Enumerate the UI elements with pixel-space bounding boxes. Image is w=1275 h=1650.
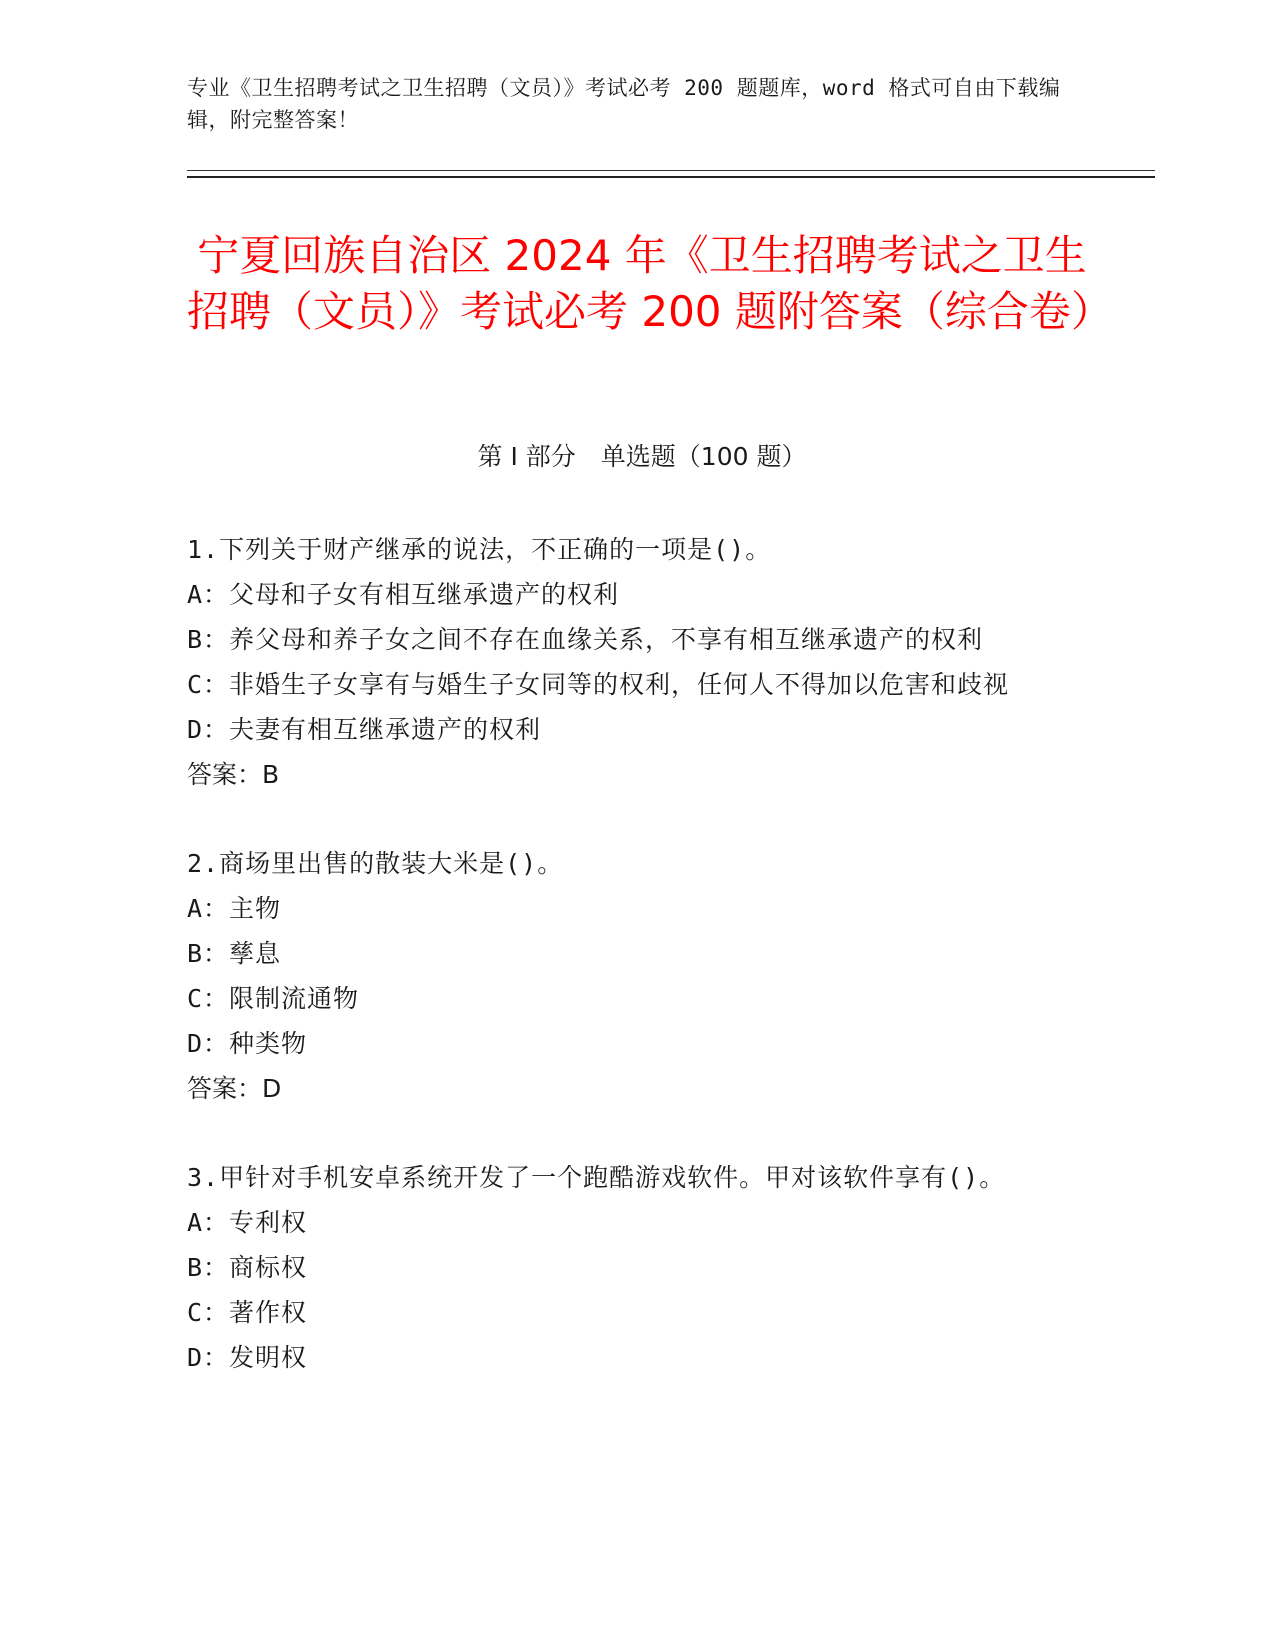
option-a: A：父母和子女有相互继承遗产的权利 — [187, 580, 620, 609]
option-d: D：种类物 — [187, 1029, 308, 1058]
header-rule-thick — [187, 176, 1155, 178]
answer-label: 答案：B — [187, 760, 280, 789]
question-stem: 3.甲针对手机安卓系统开发了一个跑酷游戏软件。甲对该软件享有()。 — [187, 1163, 1006, 1192]
option-b: B：商标权 — [187, 1253, 308, 1282]
question-item — [187, 1155, 1087, 1380]
question-item — [187, 841, 1087, 1111]
option-a: A：主物 — [187, 894, 282, 923]
question-stem: 1.下列关于财产继承的说法，不正确的一项是()。 — [187, 535, 772, 564]
question-list — [187, 527, 1087, 1424]
option-c: C：限制流通物 — [187, 984, 360, 1013]
answer-label: 答案：D — [187, 1074, 282, 1103]
option-d: D：发明权 — [187, 1343, 308, 1372]
question-stem: 2.商场里出售的散装大米是()。 — [187, 849, 564, 878]
header-rule-thin — [187, 170, 1155, 171]
option-b: B：养父母和养子女之间不存在血缘关系，不享有相互继承遗产的权利 — [187, 625, 984, 654]
question-item — [187, 527, 1087, 797]
document-title: 宁夏回族自治区 2024 年《卫生招聘考试之卫生招聘（文员）》考试必考 200 题附答案（综合卷） — [187, 231, 1113, 336]
option-b: B：孳息 — [187, 939, 282, 968]
option-c: C：著作权 — [187, 1298, 308, 1327]
header-note: 专业《卫生招聘考试之卫生招聘（文员）》考试必考 200 题题库，word 格式可自由下载编辑，附完整答案！ — [187, 76, 1061, 132]
option-d: D：夫妻有相互继承遗产的权利 — [187, 715, 542, 744]
option-c: C：非婚生子女享有与婚生子女同等的权利，任何人不得加以危害和歧视 — [187, 670, 1010, 699]
option-a: A：专利权 — [187, 1208, 308, 1237]
section-heading: 第 I 部分 单选题（100 题） — [477, 442, 807, 471]
